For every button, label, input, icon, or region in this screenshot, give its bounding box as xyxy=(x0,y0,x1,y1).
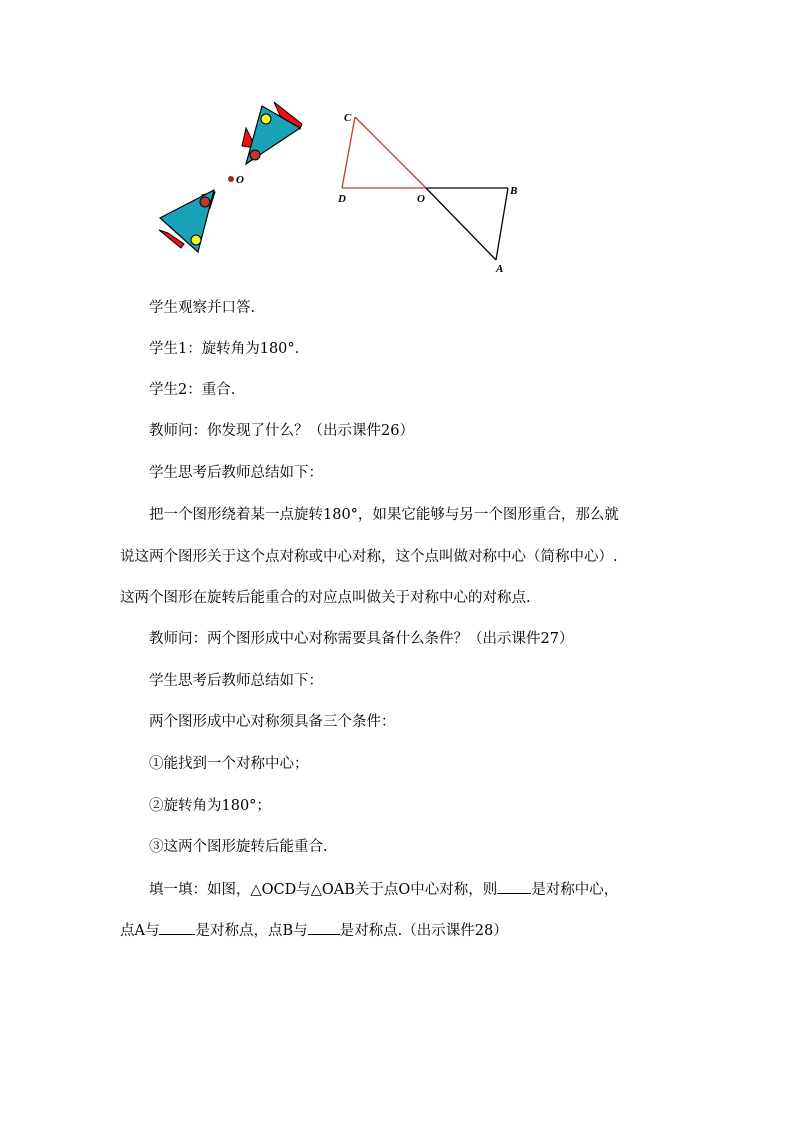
rocket-rotation-figure xyxy=(150,98,310,260)
triangle-oab xyxy=(426,188,508,260)
segment-ao xyxy=(426,188,496,260)
fill-in-text: 填一填：如图，△OCD与△OAB关于点O中心对称，则 xyxy=(149,882,498,898)
center-point xyxy=(228,174,244,186)
lower-rocket-window-yellow xyxy=(191,235,201,245)
segment-ba xyxy=(496,188,508,260)
label-b: B xyxy=(510,185,518,197)
label-c: C xyxy=(344,112,352,124)
lower-rocket-window-red xyxy=(200,197,210,207)
segment-oc xyxy=(355,117,426,188)
condition-item: ②旋转角为180°； xyxy=(149,798,271,814)
fill-in-text: 是对称点，点B与 xyxy=(195,923,308,939)
text-line: 学生思考后教师总结如下： xyxy=(149,465,323,481)
answer-blank-point-b[interactable] xyxy=(308,922,340,935)
upper-rocket-window-red xyxy=(250,150,260,160)
center-dot xyxy=(228,176,234,182)
triangle-ocd xyxy=(342,117,426,188)
lower-rocket xyxy=(159,190,215,252)
answer-blank-point-a[interactable] xyxy=(159,922,195,935)
text-line: 学生2：重合. xyxy=(149,382,236,398)
label-o: O xyxy=(417,193,425,205)
condition-item: ③这两个图形旋转后能重合. xyxy=(149,839,328,855)
definition-line: 把一个图形绕着某一点旋转180°，如果它能够与另一个图形重合，那么就 xyxy=(149,507,619,523)
text-line: 学生思考后教师总结如下： xyxy=(149,673,323,689)
definition-line: 这两个图形在旋转后能重合的对应点叫做关于对称中心的对称点. xyxy=(120,590,531,606)
text-line: 教师问：你发现了什么？（出示课件26） xyxy=(149,423,414,439)
label-d: D xyxy=(338,193,346,205)
fill-in-question-line-2 xyxy=(120,922,680,939)
fill-in-text: 是对称点.（出示课件28） xyxy=(339,923,508,939)
text-line: 教师问：两个图形成中心对称需要具备什么条件？（出示课件27） xyxy=(149,631,574,647)
label-a: A xyxy=(496,263,504,275)
definition-line: 说这两个图形关于这个点对称或中心对称，这个点叫做对称中心（简称中心）. xyxy=(120,549,618,565)
upper-rocket xyxy=(242,102,302,164)
upper-rocket-window-yellow xyxy=(261,114,271,124)
fill-in-text: 点A与 xyxy=(120,923,160,939)
text-line: 学生观察并口答. xyxy=(149,300,256,316)
answer-blank-center[interactable] xyxy=(497,881,531,894)
fill-in-question-line-1 xyxy=(149,881,679,898)
fill-in-text: 是对称中心， xyxy=(531,882,619,898)
condition-item: ①能找到一个对称中心； xyxy=(149,756,309,772)
center-label: O xyxy=(236,174,244,186)
text-line: 两个图形成中心对称须具备三个条件： xyxy=(149,714,396,730)
text-line: 学生1：旋转角为180°． xyxy=(149,341,310,357)
triangle-symmetry-figure xyxy=(330,100,530,280)
segment-cd xyxy=(342,117,355,188)
